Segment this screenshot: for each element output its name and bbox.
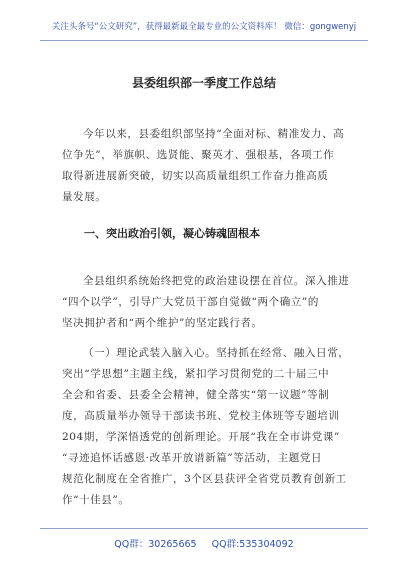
header-note: 关注头条号“公文研究”，获得最新最全最专业的公文资料库！ 微信：gongwenyj bbox=[51, 22, 357, 32]
text-line: 204期，学深悟透党的创新理论。开展“我在全市讲党课” bbox=[62, 431, 340, 443]
intro-paragraph bbox=[62, 124, 352, 208]
text-line: 度，高质量举办领导干部读书班、党校主体班等专题培训 bbox=[62, 410, 340, 422]
footer bbox=[0, 536, 408, 550]
text-line: 突出“学思想”主题主线，紧扣学习贯彻党的二十届三中 bbox=[62, 368, 330, 380]
section-heading: 一、突出政治引领，凝心铸魂固根本 bbox=[84, 227, 260, 240]
text-line: 量发展。 bbox=[62, 191, 107, 203]
text-line: 全县组织系统始终把党的政治建设摆在首位。深入推进 bbox=[83, 275, 350, 287]
qq-group-1: QQ群：30265665 bbox=[114, 539, 197, 550]
document-title: 县委组织部一季度工作总结 bbox=[131, 76, 276, 90]
footer-divider bbox=[40, 528, 368, 529]
header-divider bbox=[40, 40, 368, 41]
text-line: 坚决拥护者和“两个维护”的坚定践行者。 bbox=[62, 317, 263, 329]
item-paragraph bbox=[62, 343, 352, 511]
qq-group-2: QQ群:535304092 bbox=[211, 539, 294, 550]
text-line: “四个以学”，引导广大党员干部自觉做“两个确立”的 bbox=[62, 296, 319, 308]
text-line: 今年以来，县委组织部坚持“全面对标、精准发力、高 bbox=[83, 128, 345, 140]
section-paragraph bbox=[62, 271, 352, 334]
text-line: 取得新进展新突破，切实以高质量组织工作奋力推高质 bbox=[62, 170, 329, 182]
text-line: 作“十佳县”。 bbox=[62, 494, 130, 506]
text-line: “寻迹追怀话感恩·改革开放谱新篇”等活动，主题党日 bbox=[62, 452, 323, 464]
text-line: 位争先”，举旗帜、选贤能、聚英才、强根基，各项工作 bbox=[62, 149, 335, 161]
text-line: （一）理论武装入脑入心。坚持抓在经常、融入日常， bbox=[83, 347, 350, 359]
text-line: 规范化制度在全省推广，3个区县获评全省党员教育创新工 bbox=[62, 473, 347, 485]
text-line: 全会和省委、县委全会精神，健全落实“第一议题”等制 bbox=[62, 389, 330, 401]
